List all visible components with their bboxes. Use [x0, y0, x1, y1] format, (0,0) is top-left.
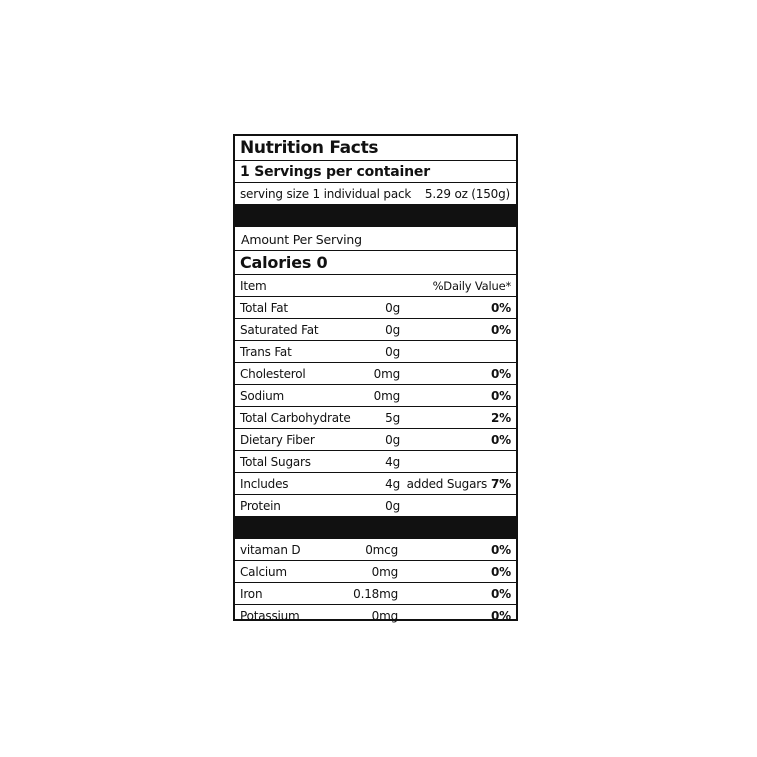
- nutrient-name: Iron: [240, 586, 263, 601]
- vitamin-row: [235, 561, 516, 583]
- nutrient-amount: 4g: [385, 454, 400, 469]
- nutrient-daily-value: 0%: [491, 366, 511, 381]
- nutrient-amount: 0mg: [371, 609, 398, 623]
- nutrient-row: [235, 385, 516, 407]
- nutrient-name: Dietary Fiber: [240, 432, 315, 447]
- nutrient-row: [235, 319, 516, 341]
- nutrient-daily-value: 0%: [491, 564, 511, 579]
- vitamin-row: [235, 605, 516, 627]
- nutrient-name: Potassium: [240, 609, 300, 623]
- nutrient-name: Includes: [240, 476, 289, 491]
- amount-per-serving: Amount Per Serving: [235, 227, 516, 251]
- serving-size-row: [235, 183, 516, 205]
- nutrient-amount: 4g: [385, 476, 400, 491]
- vitamin-divider-bar: [235, 517, 516, 539]
- nutrient-daily-value: [407, 477, 511, 491]
- nutrient-amount: 0g: [385, 498, 400, 513]
- vitamin-row: [235, 539, 516, 561]
- nutrient-daily-value: 0%: [491, 322, 511, 337]
- nutrient-name: Trans Fat: [240, 344, 292, 359]
- nutrient-amount: 0mg: [373, 366, 400, 381]
- nutrient-daily-value: 0%: [491, 609, 511, 623]
- serving-size-value: 5.29 oz (150g): [424, 186, 510, 201]
- column-header-row: [235, 275, 516, 297]
- nutrient-amount: 0g: [385, 344, 400, 359]
- nutrient-name: Sodium: [240, 388, 285, 403]
- thick-divider-bar: [235, 205, 516, 227]
- nutrient-amount: 0g: [385, 300, 400, 315]
- nutrient-name: Cholesterol: [240, 366, 306, 381]
- nutrient-amount: 0g: [385, 432, 400, 447]
- nutrient-daily-value: 0%: [491, 300, 511, 315]
- added-sugars-dv: 7%: [491, 476, 511, 491]
- nutrient-name: Protein: [240, 498, 281, 513]
- nutrient-name: Total Sugars: [240, 454, 311, 469]
- nutrient-row: [235, 495, 516, 517]
- nutrient-row: [235, 297, 516, 319]
- nutrient-row: [235, 363, 516, 385]
- nutrient-name: Total Fat: [240, 300, 288, 315]
- calories-row: Calories 0: [235, 251, 516, 275]
- nutrient-name: Saturated Fat: [240, 322, 319, 337]
- nutrient-daily-value: 0%: [491, 542, 511, 557]
- nutrient-amount: 0mcg: [365, 542, 398, 557]
- nutrient-daily-value: 0%: [491, 432, 511, 447]
- nutrient-name: Calcium: [240, 564, 287, 579]
- vitamin-row: [235, 583, 516, 605]
- nutrient-daily-value: 0%: [491, 388, 511, 403]
- nutrient-row: [235, 341, 516, 363]
- column-dv-header: %Daily Value*: [432, 278, 511, 293]
- serving-size-label: serving size 1 individual pack: [240, 186, 412, 201]
- nutrient-name: Total Carbohydrate: [240, 410, 351, 425]
- label-title: Nutrition Facts: [235, 136, 516, 161]
- added-sugars-label: added Sugars: [406, 476, 488, 491]
- vitamin-list: [235, 539, 516, 627]
- nutrient-amount: 0.18mg: [353, 586, 398, 601]
- nutrient-amount: 0mg: [371, 564, 398, 579]
- nutrient-row: [235, 451, 516, 473]
- column-item-header: Item: [240, 278, 267, 293]
- nutrient-name: vitaman D: [240, 542, 301, 557]
- nutrient-list: [235, 297, 516, 517]
- nutrient-row: [235, 407, 516, 429]
- nutrition-facts-label: [233, 134, 518, 621]
- nutrient-row: [235, 429, 516, 451]
- nutrient-amount: 0g: [385, 322, 400, 337]
- servings-per-container: 1 Servings per container: [235, 161, 516, 183]
- nutrient-row: [235, 473, 516, 495]
- nutrient-amount: 0mg: [373, 388, 400, 403]
- nutrient-daily-value: 0%: [491, 586, 511, 601]
- nutrient-amount: 5g: [385, 410, 400, 425]
- nutrient-daily-value: 2%: [491, 410, 511, 425]
